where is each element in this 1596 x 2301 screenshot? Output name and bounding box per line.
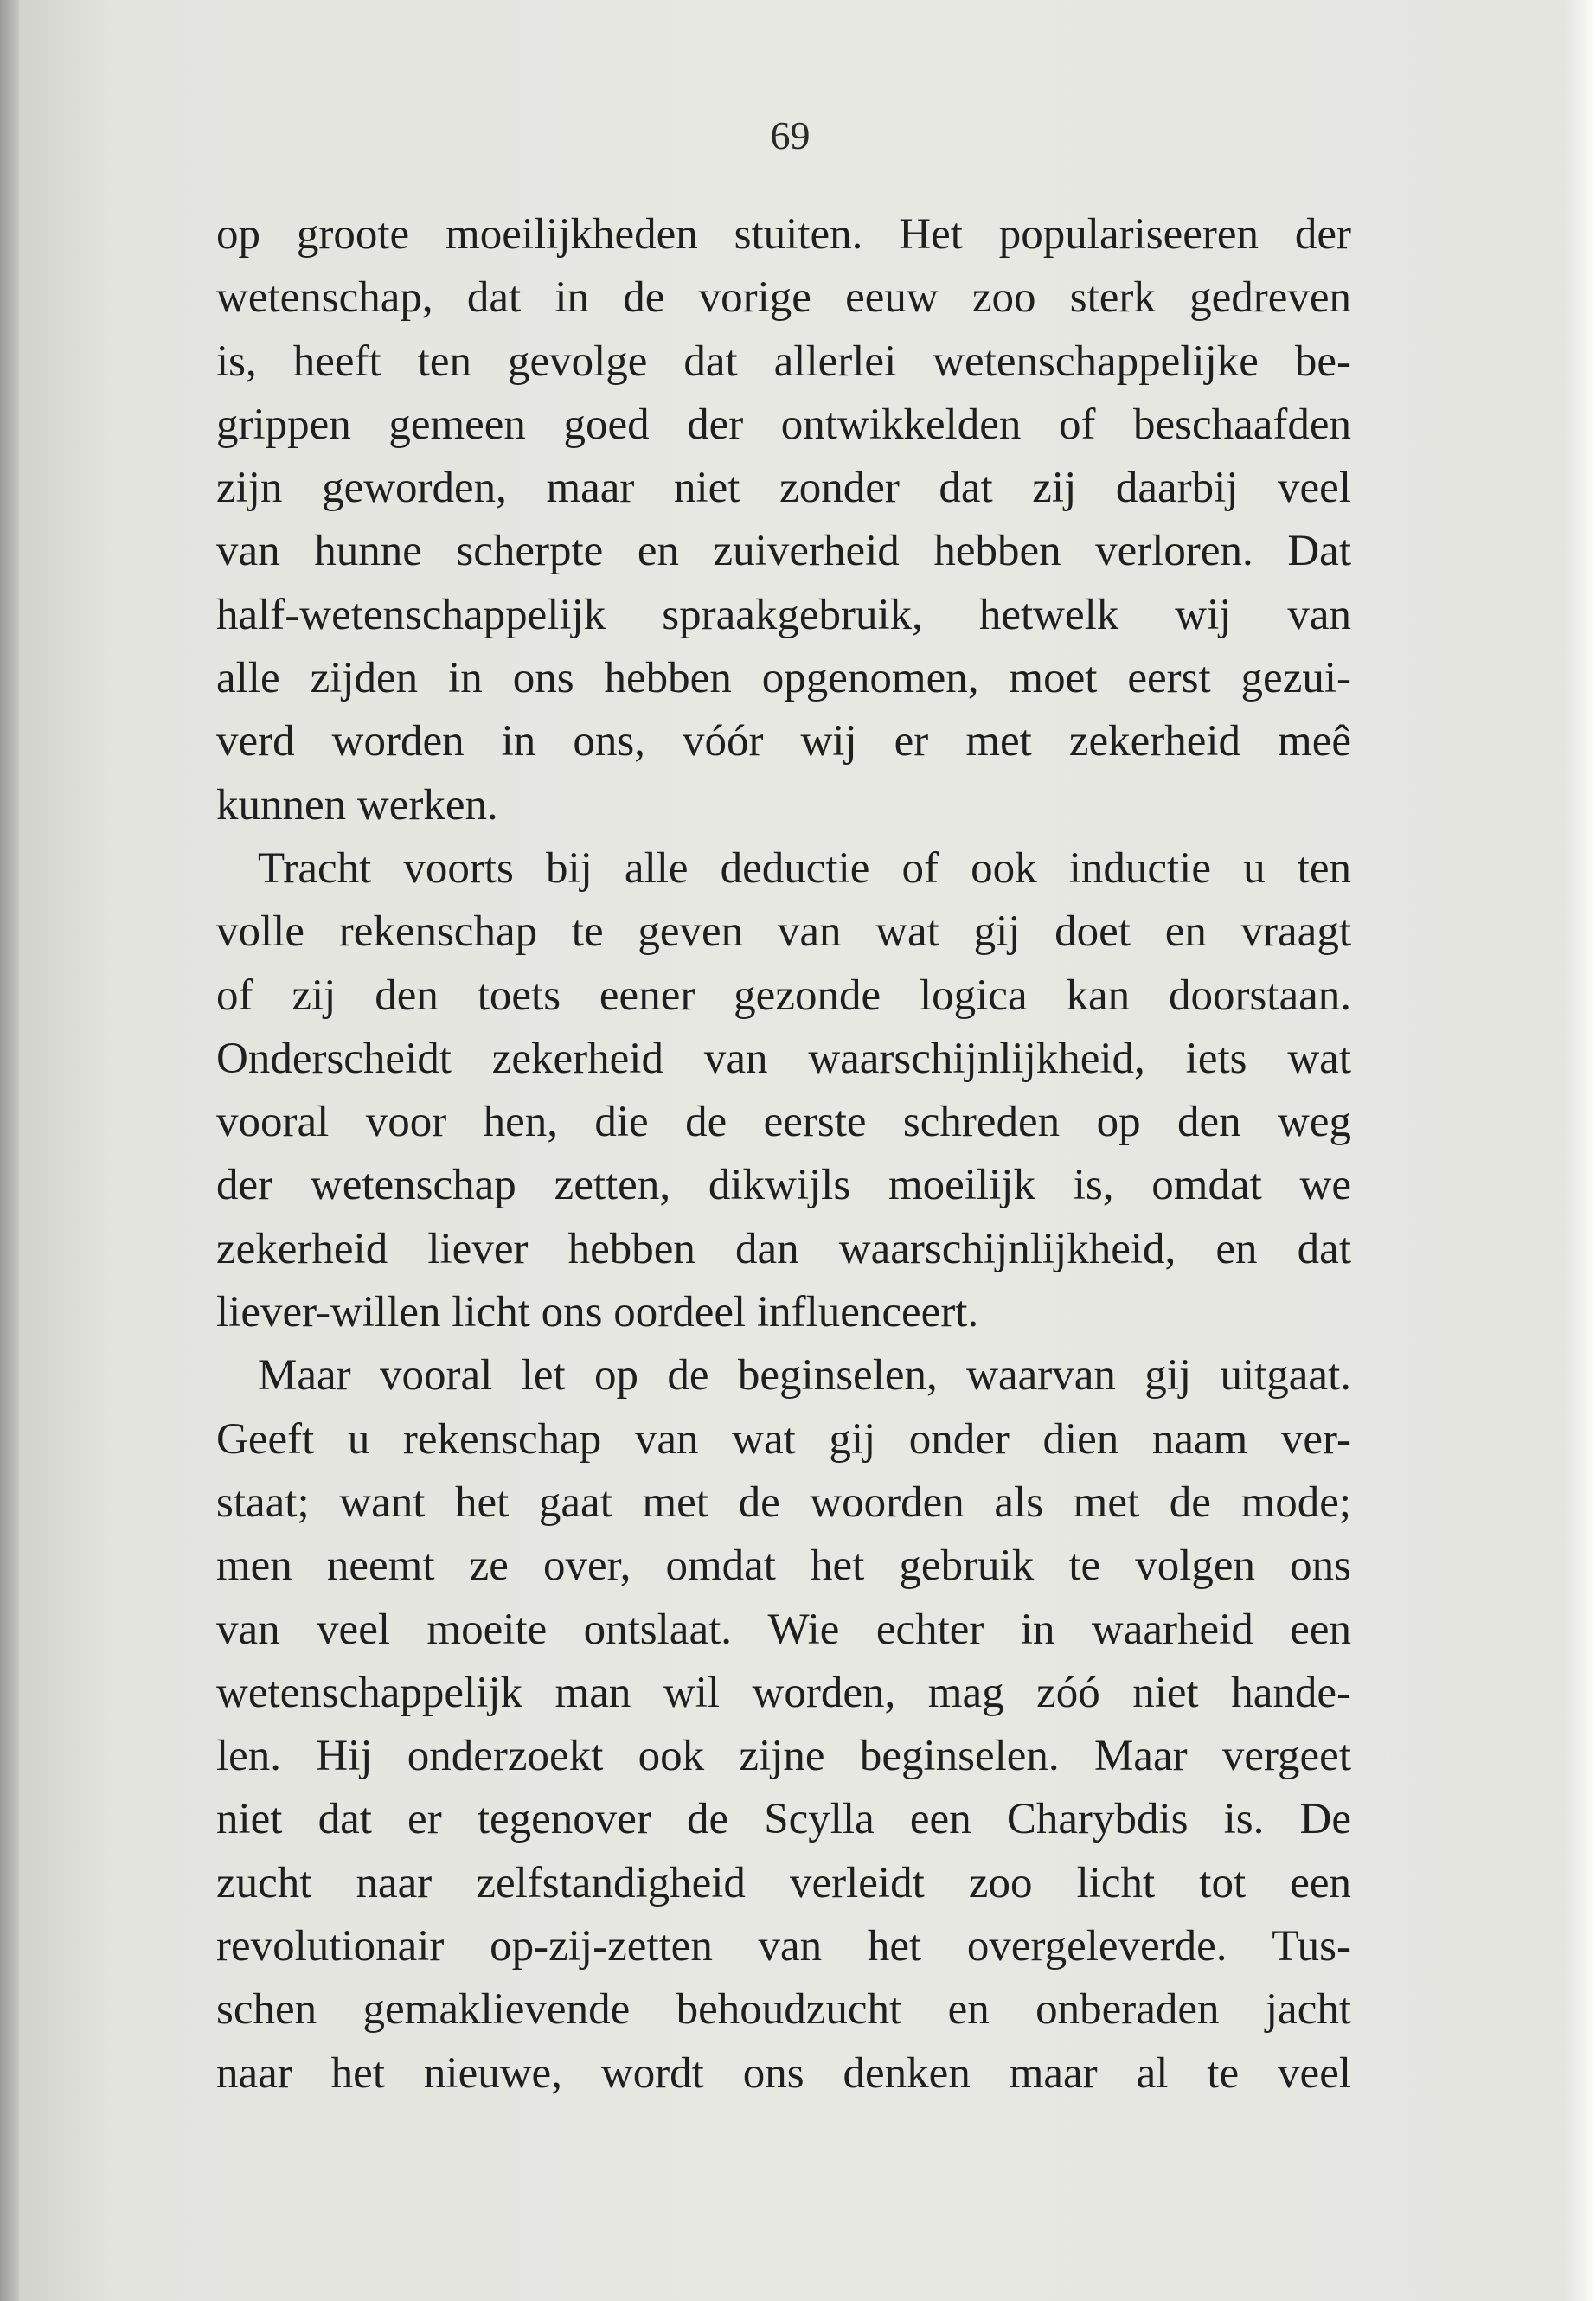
book-page — [19, 0, 1561, 2301]
text-line: len. Hij onderzoekt ook zijne beginselen. Maar vergeet — [216, 1732, 1351, 1781]
text-line: liever-willen licht ons oordeel influenceert. — [216, 1288, 979, 1337]
text-line: wetenschappelijk man wil worden, mag zóó niet hande- — [216, 1668, 1351, 1717]
text-line: grippen gemeen goed der ontwikkelden of beschaafden — [216, 400, 1351, 449]
scan-binding-edge — [0, 0, 19, 2301]
text-line: zucht naar zelfstandigheid verleidt zoo licht tot een — [216, 1858, 1351, 1907]
text-line: van veel moeite ontslaat. Wie echter in waarheid een — [216, 1605, 1351, 1654]
text-line: Tracht voorts bij alle deductie of ook inductie u ten — [258, 843, 1351, 893]
text-line: zekerheid liever hebben dan waarschijnlijkheid, en dat — [216, 1224, 1351, 1273]
page-number: 69 — [770, 113, 811, 157]
text-line: men neemt ze over, omdat het gebruik te volgen ons — [216, 1541, 1351, 1591]
text-line: of zij den toets eener gezonde logica kan doorstaan. — [216, 971, 1351, 1020]
body-text — [216, 203, 1351, 2106]
text-line: naar het nieuwe, wordt ons denken maar al te veel — [216, 2048, 1351, 2098]
text-line: vooral voor hen, die de eerste schreden op den weg — [216, 1098, 1351, 1147]
text-line: staat; want het gaat met de woorden als met de mode; — [216, 1477, 1351, 1527]
text-line: der wetenschap zetten, dikwijls moeilijk is, omdat we — [216, 1161, 1351, 1210]
paragraph — [216, 837, 1351, 1344]
paragraph — [216, 203, 1351, 837]
scan-outer-edge — [1561, 0, 1596, 2301]
text-line: revolutionair op-zij-zetten van het overgeleverde. Tus- — [216, 1922, 1351, 1971]
paragraph — [216, 1344, 1351, 2106]
text-line: verd worden in ons, vóór wij er met zekerheid meê — [216, 717, 1351, 766]
text-line: volle rekenschap te geven van wat gij doet en vraagt — [216, 907, 1351, 957]
text-line: is, heeft ten gevolge dat allerlei wetenschappelijke be- — [216, 336, 1351, 386]
text-line: Onderscheidt zekerheid van waarschijnlijkheid, iets wat — [216, 1034, 1351, 1083]
text-line: half-wetenschappelijk spraakgebruik, hetwelk wij van — [216, 590, 1351, 639]
text-line: op groote moeilijkheden stuiten. Het populariseeren der — [216, 210, 1351, 259]
text-line: schen gemaklievende behoudzucht en onberaden jacht — [216, 1985, 1351, 2035]
text-line: niet dat er tegenover de Scylla een Charybdis is. De — [216, 1795, 1351, 1844]
text-line: wetenschap, dat in de vorige eeuw zoo sterk gedreven — [216, 273, 1351, 323]
text-line: zijn geworden, maar niet zonder dat zij daarbij veel — [216, 464, 1351, 513]
text-line: kunnen werken. — [216, 780, 498, 830]
text-line: Geeft u rekenschap van wat gij onder dien naam ver- — [216, 1414, 1351, 1464]
text-line: alle zijden in ons hebben opgenomen, moet eerst gezui- — [216, 654, 1351, 703]
text-line: Maar vooral let op de beginselen, waarvan gij uitgaat. — [258, 1351, 1351, 1400]
text-line: van hunne scherpte en zuiverheid hebben verloren. Dat — [216, 527, 1351, 576]
